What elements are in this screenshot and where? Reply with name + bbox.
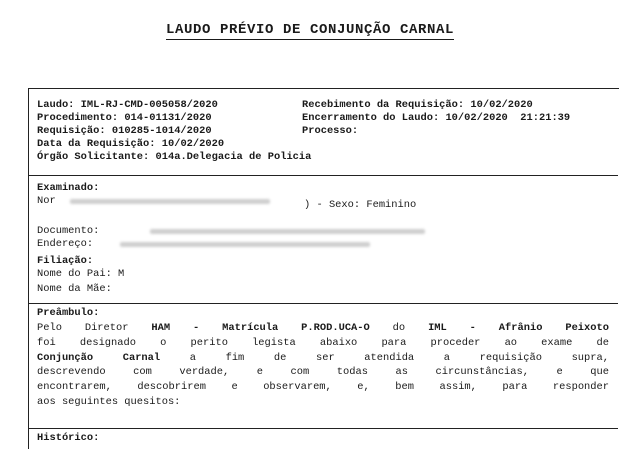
- examinado-label: Examinado:: [37, 182, 100, 194]
- laudo-value: IML-RJ-CMD-005058/2020: [80, 99, 218, 111]
- preambulo-label: Preâmbulo:: [37, 307, 100, 319]
- requisicao-value: 010285-1014/2020: [111, 125, 212, 137]
- laudo-row: [37, 99, 218, 111]
- mae-label: Nome da Mãe:: [37, 283, 112, 295]
- documento-label: Documento:: [37, 225, 100, 237]
- recebimento-label: Recebimento da Requisição:: [302, 99, 465, 111]
- orgao-row: [37, 151, 311, 163]
- encerramento-label: Encerramento do Laudo:: [302, 112, 440, 124]
- orgao-label: Órgão Solicitante:: [37, 151, 150, 163]
- preambulo-line-5: encontrarem, descobrirem e observarem, e, bem assim, para responder: [37, 381, 609, 394]
- redacted-address: [120, 242, 370, 247]
- pai-label: Nome do Pai: M: [37, 268, 125, 280]
- preambulo-line-2: foi designado o perito legista abaixo para proceder ao exame de: [37, 336, 609, 349]
- preambulo-line-6: aos seguintes quesitos:: [37, 395, 181, 408]
- processo-label: Processo:: [302, 125, 359, 137]
- preambulo-line-4: descrevendo com verdade, e com todas as circunstâncias, e que: [37, 366, 609, 379]
- preambulo-l1-a: Pelo Diretor: [37, 322, 129, 334]
- preambulo-line-1: [37, 321, 609, 336]
- data-requisicao-row: [37, 138, 224, 150]
- preambulo-line-3: [37, 351, 609, 366]
- orgao-value: 014a.Delegacia de Policia: [155, 151, 312, 163]
- preambulo-text: [37, 321, 609, 410]
- separator-1: [28, 175, 618, 176]
- requisicao-label: Requisição:: [37, 125, 106, 137]
- document-title-text: LAUDO PRÉVIO DE CONJUNÇÃO CARNAL: [165, 22, 455, 38]
- encerramento-value: 10/02/2020 21:21:39: [445, 112, 571, 124]
- nome-label: Nor: [37, 195, 56, 207]
- procedimento-row: [37, 112, 212, 124]
- endereco-label: Endereço:: [37, 238, 94, 250]
- recebimento-value: 10/02/2020: [470, 99, 533, 111]
- encerramento-row: [302, 112, 570, 124]
- laudo-label: Laudo:: [37, 99, 75, 111]
- data-requisicao-value: 10/02/2020: [161, 138, 225, 150]
- institute-name: IML - Afrânio Peixoto: [428, 322, 609, 334]
- redacted-name: [70, 199, 270, 204]
- sexo-text: ) - Sexo: Feminino: [304, 199, 417, 211]
- separator-3: [28, 428, 618, 429]
- matricula-value: P.ROD.UCA-O: [301, 322, 370, 334]
- recebimento-row: [302, 99, 533, 111]
- data-requisicao-label: Data da Requisição:: [37, 138, 156, 150]
- preambulo-l1-e: do: [392, 322, 406, 334]
- filiacao-label: Filiação:: [37, 255, 94, 267]
- processo-row: [302, 125, 358, 137]
- exam-type: Conjunção Carnal: [37, 351, 161, 364]
- requisicao-row: [37, 125, 212, 137]
- redacted-document: [150, 229, 425, 234]
- preambulo-l1-c: - Matrícula: [193, 322, 279, 334]
- separator-2: [28, 303, 618, 304]
- preambulo-l3-b: a fim de ser atendida a requisição supra,: [189, 351, 609, 364]
- historico-label: Histórico:: [37, 432, 100, 444]
- procedimento-label: Procedimento:: [37, 112, 119, 124]
- director-name: HAM: [151, 322, 171, 334]
- document-title: [0, 22, 620, 38]
- procedimento-value: 014-01131/2020: [124, 112, 212, 124]
